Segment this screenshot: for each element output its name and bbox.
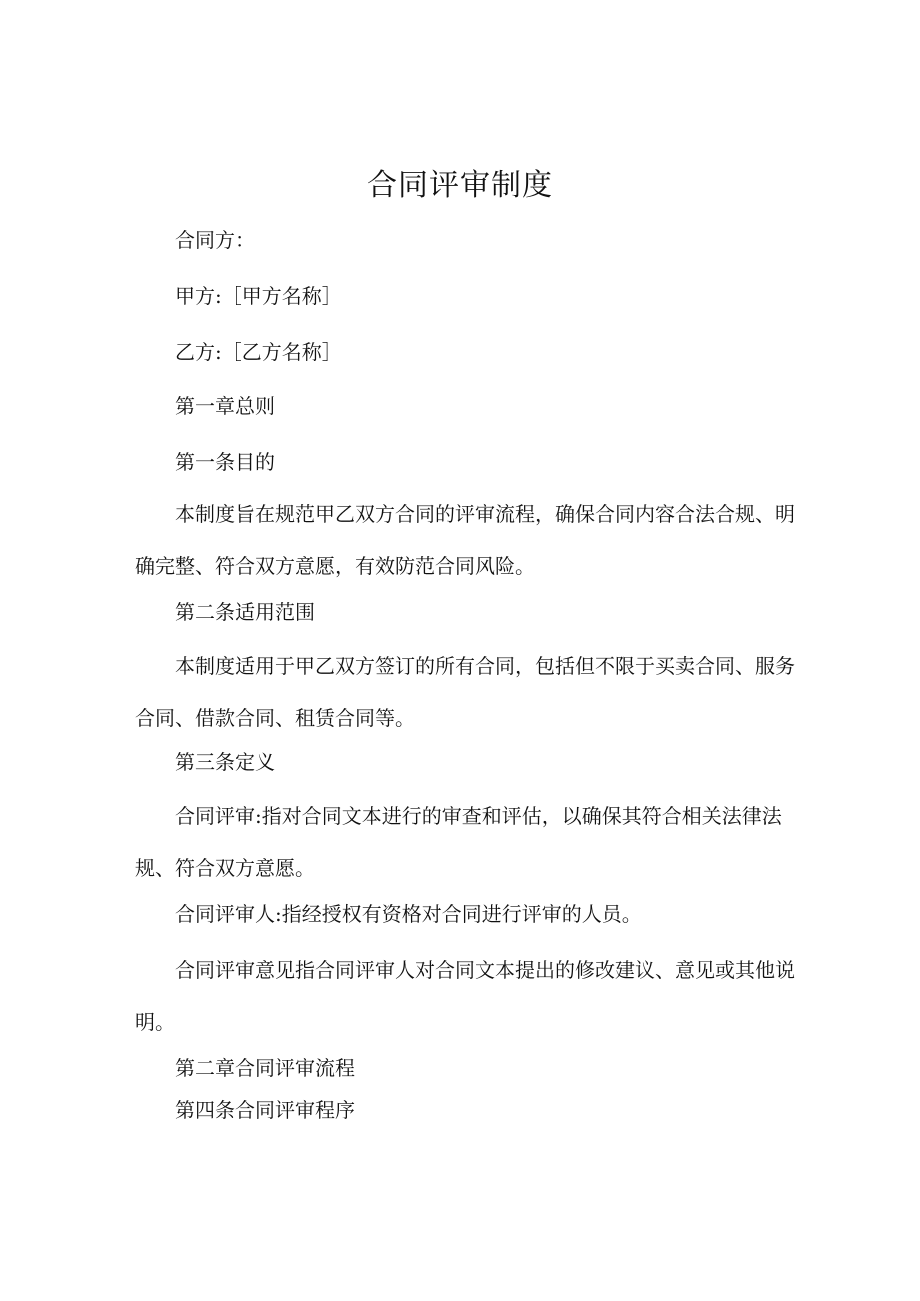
- definition-reviewer: 合同评审人:指经授权有资格对合同进行评审的人员。: [175, 902, 642, 926]
- party-b: 乙方:［乙方名称］: [175, 340, 342, 364]
- article-2-heading: 第二条适用范围: [175, 600, 315, 624]
- definition-review-opinion: 合同评审意见指合同评审人对合同文本提出的修改建议、意见或其他说明。: [135, 958, 795, 1034]
- party-a: 甲方:［甲方名称］: [175, 284, 342, 308]
- article-2-body: 本制度适用于甲乙双方签订的所有合同，包括但不限于买卖合同、服务合同、借款合同、租赁合同等。: [135, 654, 795, 730]
- article-4-heading: 第四条合同评审程序: [175, 1098, 355, 1122]
- chapter-2-heading: 第二章合同评审流程: [175, 1056, 355, 1080]
- chapter-1-heading: 第一章总则: [175, 394, 275, 418]
- article-1-heading: 第一条目的: [175, 450, 275, 474]
- parties-label: 合同方：: [175, 228, 255, 252]
- article-3-heading: 第三条定义: [175, 750, 275, 774]
- document-title: 合同评审制度: [367, 168, 553, 203]
- article-1-body: 本制度旨在规范甲乙双方合同的评审流程，确保合同内容合法合规、明确完整、符合双方意愿，有效防范合同风险。: [135, 502, 795, 578]
- definition-contract-review: 合同评审:指对合同文本进行的审查和评估，以确保其符合相关法律法规、符合双方意愿。: [135, 804, 782, 880]
